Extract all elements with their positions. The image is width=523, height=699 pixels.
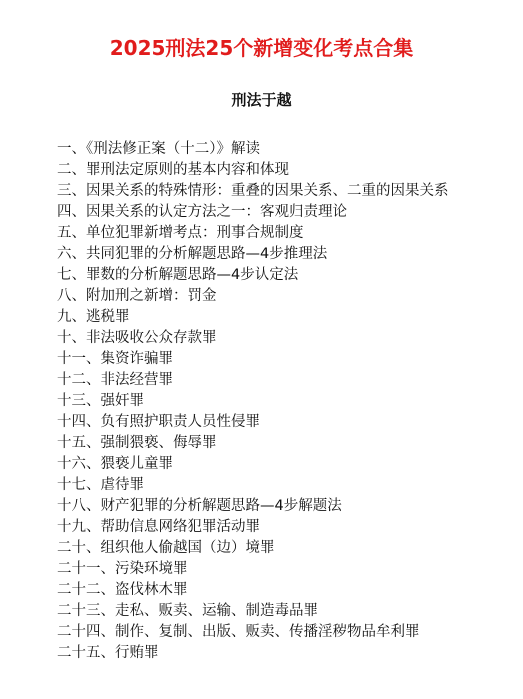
topic-item: 十、非法吸收公众存款罪 (57, 330, 217, 346)
topic-item: 二十五、行贿罪 (57, 645, 159, 661)
topic-item: 九、逃税罪 (57, 309, 130, 325)
topic-item: 六、共同犯罪的分析解题思路—4步推理法 (57, 246, 328, 262)
topic-item: 二十一、污染环境罪 (57, 561, 188, 577)
document-title: 2025刑法25个新增变化考点合集 (109, 36, 414, 60)
topic-item: 十六、猥亵儿童罪 (57, 456, 173, 472)
topic-item: 十七、虐待罪 (57, 477, 144, 493)
topic-item: 二十三、走私、贩卖、运输、制造毒品罪 (57, 603, 318, 619)
topic-item: 五、单位犯罪新增考点：刑事合规制度 (57, 225, 304, 241)
topic-item: 二十、组织他人偷越国（边）境罪 (57, 540, 275, 556)
topic-item: 一、《刑法修正案（十二）》解读 (57, 141, 260, 157)
topic-item: 十九、帮助信息网络犯罪活动罪 (57, 519, 260, 535)
topic-item: 四、因果关系的认定方法之一：客观归责理论 (57, 204, 347, 220)
topic-item: 十一、集资诈骗罪 (57, 351, 173, 367)
topic-item: 八、附加刑之新增：罚金 (57, 288, 217, 304)
topic-item: 二十四、制作、复制、出版、贩卖、传播淫秽物品牟利罪 (57, 624, 420, 640)
topic-item: 十八、财产犯罪的分析解题思路—4步解题法 (57, 498, 342, 514)
topic-item: 七、罪数的分析解题思路—4步认定法 (57, 267, 299, 283)
topic-item: 十四、负有照护职责人员性侵罪 (57, 414, 260, 430)
topic-item: 十二、非法经营罪 (57, 372, 173, 388)
topic-item: 二十二、盗伐林木罪 (57, 582, 188, 598)
topic-item: 十五、强制猥亵、侮辱罪 (57, 435, 217, 451)
topic-item: 十三、强奸罪 (57, 393, 144, 409)
document-author: 刑法于越 (231, 91, 292, 109)
topic-list (57, 139, 477, 664)
topic-item: 三、因果关系的特殊情形：重叠的因果关系、二重的因果关系 (57, 183, 449, 199)
topic-item: 二、罪刑法定原则的基本内容和体现 (57, 162, 289, 178)
